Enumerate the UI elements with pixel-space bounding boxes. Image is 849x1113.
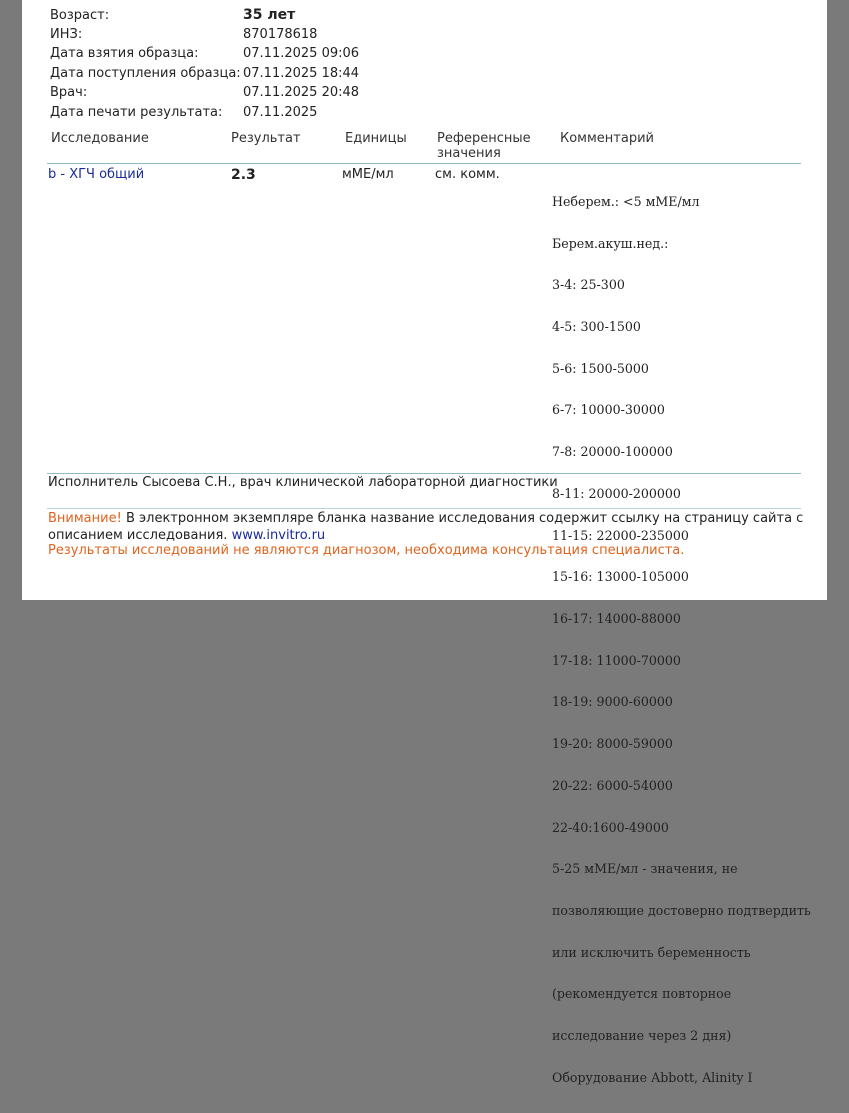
units-value: мМЕ/мл [342, 167, 394, 182]
header-study: Исследование [51, 131, 149, 146]
comment-line: исследование через 2 дня) [552, 1028, 732, 1044]
comment-line: 16-17: 14000-88000 [552, 611, 681, 626]
inz-value: 870178618 [243, 27, 318, 42]
header-units: Единицы [345, 131, 407, 146]
comment-line: Берем.акуш.нед.: [552, 235, 669, 251]
sample-taken-value: 07.11.2025 09:06 [243, 46, 360, 61]
print-date-value: 07.11.2025 [243, 105, 318, 120]
comment-line: или исключить беременность [552, 944, 751, 960]
comment-line: 19-20: 8000-59000 [552, 736, 673, 752]
warning-text: В электронном экземпляре бланка название исследования содержит ссылку на страницу сайта с описанием исследования. [48, 511, 804, 543]
comment-line: Неберем.: <5 мМЕ/мл [552, 193, 700, 209]
result-sheet [22, 0, 827, 1085]
executor-text: Исполнитель Сысоева С.Н., врач клинической лабораторной диагностики [48, 475, 558, 490]
header-result: Результат [231, 131, 301, 146]
doctor-value: 07.11.2025 20:48 [243, 85, 360, 100]
sample-taken-label: Дата взятия образца: [50, 46, 199, 61]
comment-line: 6-7: 10000-30000 [552, 402, 665, 418]
comment-text [552, 167, 811, 1113]
comment-line: 20-22: 6000-54000 [552, 777, 673, 793]
comment-line: 4-5: 300-1500 [552, 318, 641, 334]
header-reference-2: значения [437, 146, 501, 161]
comment-line: 22-40:1600-49000 [552, 819, 669, 835]
comment-line: 3-4: 25-300 [552, 277, 625, 293]
footer-divider [47, 508, 801, 509]
result-value: 2.3 [231, 167, 256, 183]
comment-line: 8-11: 20000-200000 [552, 485, 681, 501]
sample-received-label: Дата поступления образца: [50, 66, 241, 81]
disclaimer-text: Результаты исследований не являются диагнозом, необходима консультация специалиста. [48, 543, 685, 558]
inz-label: ИНЗ: [50, 27, 83, 42]
comment-line: (рекомендуется повторное [552, 986, 732, 1002]
header-divider [47, 163, 801, 164]
comment-line: 11-15: 22000-235000 [552, 527, 689, 543]
comment-line: 5-25 мМЕ/мл - значения, не [552, 861, 738, 877]
comment-line: 5-6: 1500-5000 [552, 360, 649, 376]
comment-line: Оборудование Abbott, Alinity I [552, 1069, 753, 1085]
comment-line: 17-18: 11000-70000 [552, 652, 681, 668]
row-divider [47, 473, 801, 474]
electronic-copy-notice [48, 510, 808, 544]
comment-line: позволяющие достоверно подтвердить [552, 903, 811, 919]
comment-line: 15-16: 13000-105000 [552, 569, 689, 585]
age-label: Возраст: [50, 8, 110, 23]
comment-line: 18-19: 9000-60000 [552, 694, 673, 710]
header-comment: Комментарий [560, 131, 654, 146]
study-link[interactable]: b - ХГЧ общий [48, 167, 145, 182]
reference-value: см. комм. [435, 167, 500, 182]
print-date-label: Дата печати результата: [50, 105, 223, 120]
header-reference-1: Референсные [437, 131, 531, 146]
age-value: 35 лет [243, 7, 296, 23]
warning-label: Внимание! [48, 511, 122, 526]
comment-line: 7-8: 20000-100000 [552, 444, 673, 460]
sample-received-value: 07.11.2025 18:44 [243, 66, 360, 81]
invitro-link[interactable]: www.invitro.ru [231, 528, 326, 543]
doctor-label: Врач: [50, 85, 88, 100]
